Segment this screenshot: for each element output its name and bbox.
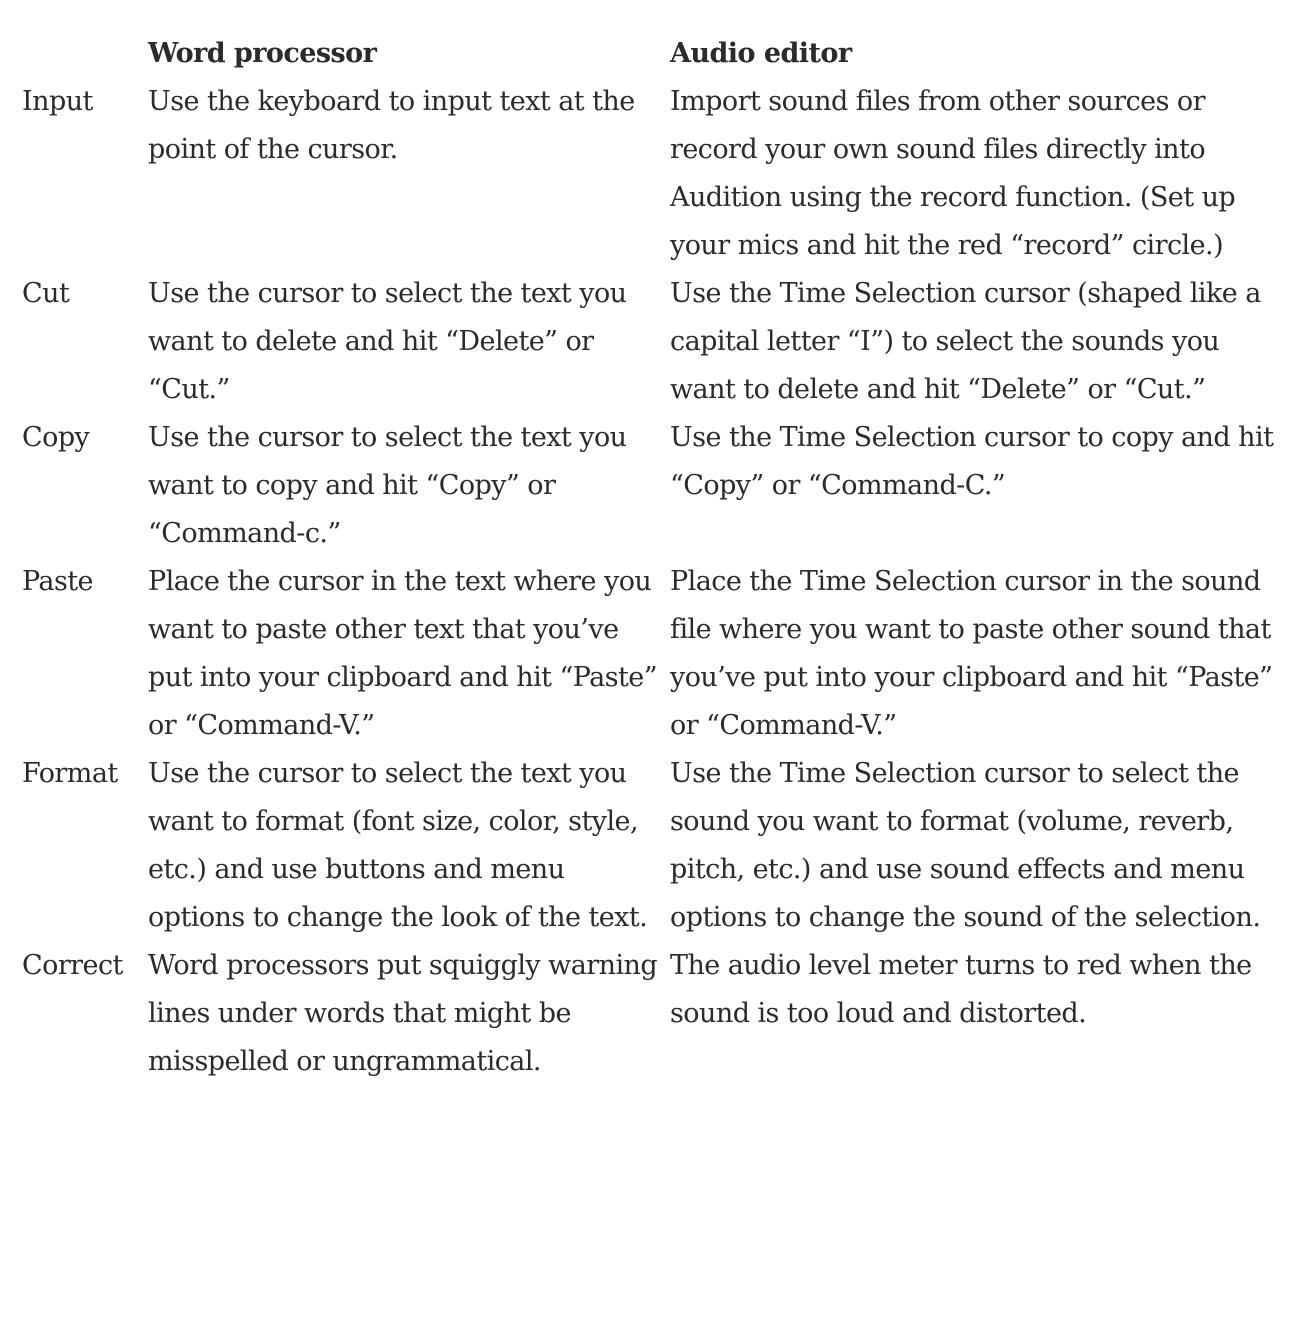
row-label: Format	[22, 758, 118, 789]
audio-editor-cell: The audio level meter turns to red when the sound is too loud and distorted.	[670, 950, 1252, 1029]
word-processor-cell: Use the keyboard to input text at the point of the cursor.	[148, 86, 635, 165]
table-row	[22, 270, 1282, 414]
audio-editor-cell: Import sound files from other sources or record your own sound files directly into Audition using the record function. (Set up your mics and hit the red “record” circle.)	[670, 86, 1236, 261]
table-row	[22, 750, 1282, 942]
word-processor-cell: Use the cursor to select the text you want to format (font size, color, style, etc.) and use buttons and menu options to change the look of the text.	[148, 758, 648, 933]
comparison-table	[22, 30, 1282, 1086]
table-row	[22, 78, 1282, 270]
audio-editor-cell: Use the Time Selection cursor to select the sound you want to format (volume, reverb, pitch, etc.) and use sound effects and menu options to change the sound of the selection.	[670, 758, 1261, 933]
header-audio-editor: Audio editor	[670, 38, 852, 69]
word-processor-cell: Use the cursor to select the text you want to delete and hit “Delete” or “Cut.”	[148, 278, 627, 405]
word-processor-cell: Word processors put squiggly warning lines under words that might be misspelled or ungrammatical.	[148, 950, 658, 1077]
header-label-column	[22, 30, 148, 78]
row-label: Cut	[22, 278, 70, 309]
table-row	[22, 942, 1282, 1086]
comparison-table-container	[22, 30, 1282, 1086]
audio-editor-cell: Use the Time Selection cursor (shaped like a capital letter “I”) to select the sounds you want to delete and hit “Delete” or “Cut.”	[670, 278, 1261, 405]
row-label: Copy	[22, 422, 90, 453]
word-processor-cell: Place the cursor in the text where you want to paste other text that you’ve put into your clipboard and hit “Paste” or “Command-V.”	[148, 566, 657, 741]
row-label: Correct	[22, 950, 123, 981]
row-label: Input	[22, 86, 93, 117]
word-processor-cell: Use the cursor to select the text you want to copy and hit “Copy” or “Command-c.”	[148, 422, 627, 549]
table-row	[22, 558, 1282, 750]
row-label: Paste	[22, 566, 93, 597]
header-word-processor: Word processor	[148, 38, 377, 69]
audio-editor-cell: Place the Time Selection cursor in the sound file where you want to paste other sound that you’ve put into your clipboard and hit “Paste” or “Command-V.”	[670, 566, 1273, 741]
table-header-row	[22, 30, 1282, 78]
table-row	[22, 414, 1282, 558]
audio-editor-cell: Use the Time Selection cursor to copy and hit “Copy” or “Command-C.”	[670, 422, 1274, 501]
